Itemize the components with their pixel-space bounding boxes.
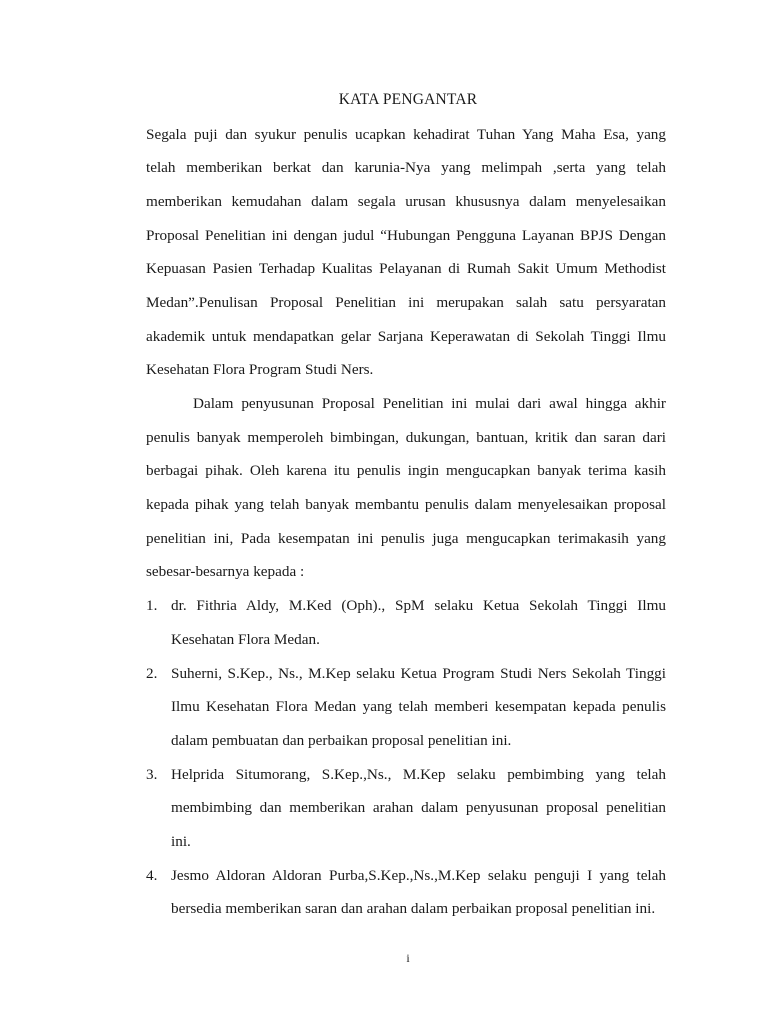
list-line: Ilmu Kesehatan Flora Medan yang telah memberi kesempatan kepada penulis bbox=[171, 698, 666, 715]
page-number: i bbox=[406, 951, 410, 965]
paragraph-line: memberikan kemudahan dalam segala urusan khususnya dalam menyelesaikan bbox=[146, 193, 666, 210]
list-line: Kesehatan Flora Medan. bbox=[171, 631, 320, 648]
paragraph-line: Kesehatan Flora Program Studi Ners. bbox=[146, 361, 374, 378]
paragraph-line: berbagai pihak. Oleh karena itu penulis ingin mengucapkan banyak terima kasih bbox=[146, 462, 666, 479]
paragraph-line: penulis banyak memperoleh bimbingan, dukungan, bantuan, kritik dan saran dari bbox=[146, 429, 666, 446]
list-number: 2. bbox=[146, 665, 158, 682]
paragraph-line: Medan”.Penulisan Proposal Penelitian ini merupakan salah satu persyaratan bbox=[146, 294, 666, 311]
list-line: ini. bbox=[171, 833, 191, 850]
list-line: membimbing dan memberikan arahan dalam penyusunan proposal penelitian bbox=[171, 799, 666, 816]
paragraph-line: kepada pihak yang telah banyak membantu penulis dalam menyelesaikan proposal bbox=[146, 496, 666, 513]
list-number: 1. bbox=[146, 597, 158, 614]
list-line: Helprida Situmorang, S.Kep.,Ns., M.Kep selaku pembimbing yang telah bbox=[171, 766, 666, 783]
page-title: KATA PENGANTAR bbox=[338, 91, 478, 108]
paragraph-line: penelitian ini, Pada kesempatan ini penulis juga mengucapkan terimakasih yang bbox=[146, 530, 666, 547]
list-line: dalam pembuatan dan perbaikan proposal penelitian ini. bbox=[171, 732, 512, 749]
list-number: 3. bbox=[146, 766, 158, 783]
paragraph-line: akademik untuk mendapatkan gelar Sarjana Keperawatan di Sekolah Tinggi Ilmu bbox=[146, 328, 666, 345]
paragraph-line: Proposal Penelitian ini dengan judul “Hubungan Pengguna Layanan BPJS Dengan bbox=[146, 227, 666, 244]
paragraph-line: Kepuasan Pasien Terhadap Kualitas Pelayanan di Rumah Sakit Umum Methodist bbox=[146, 260, 666, 277]
list-number: 4. bbox=[146, 867, 158, 884]
paragraph-line: sebesar-besarnya kepada : bbox=[146, 563, 305, 580]
list-line: dr. Fithria Aldy, M.Ked (Oph)., SpM selaku Ketua Sekolah Tinggi Ilmu bbox=[171, 597, 666, 614]
list-line: Suherni, S.Kep., Ns., M.Kep selaku Ketua Program Studi Ners Sekolah Tinggi bbox=[171, 665, 666, 682]
paragraph-line: Segala puji dan syukur penulis ucapkan kehadirat Tuhan Yang Maha Esa, yang bbox=[146, 126, 666, 143]
list-line: Jesmo Aldoran Aldoran Purba,S.Kep.,Ns.,M.Kep selaku penguji I yang telah bbox=[171, 867, 666, 884]
paragraph-line: telah memberikan berkat dan karunia-Nya yang melimpah ,serta yang telah bbox=[146, 159, 666, 176]
list-line: bersedia memberikan saran dan arahan dalam perbaikan proposal penelitian ini. bbox=[171, 900, 656, 917]
paragraph-line: Dalam penyusunan Proposal Penelitian ini mulai dari awal hingga akhir bbox=[193, 395, 666, 412]
